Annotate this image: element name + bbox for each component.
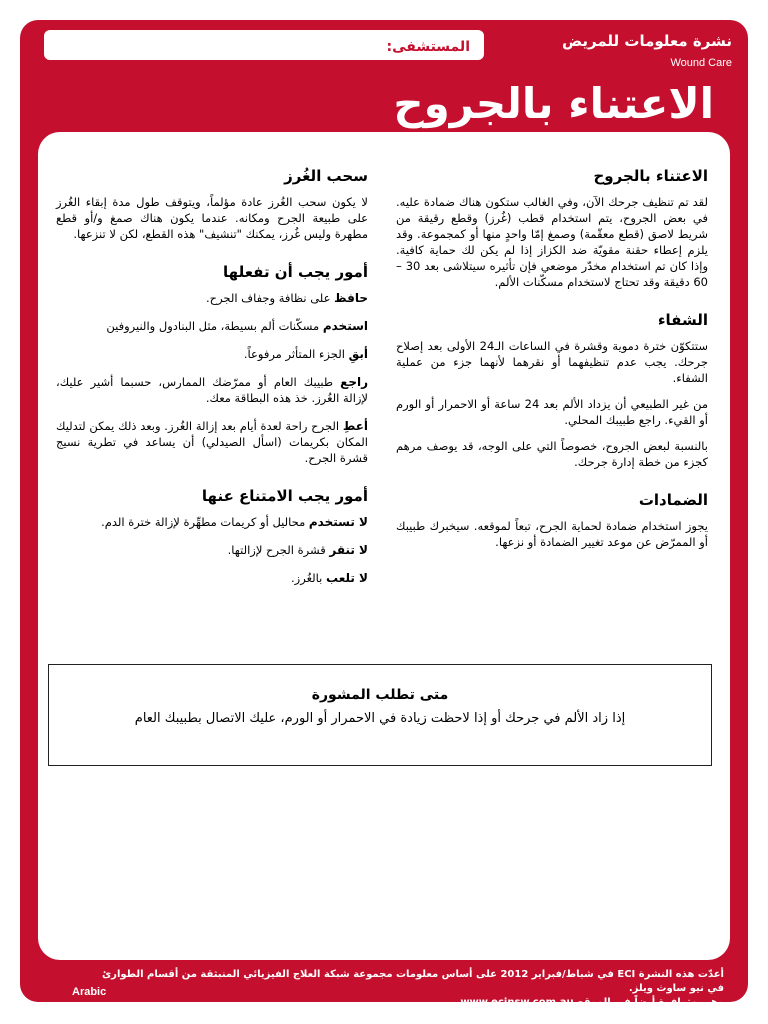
item-verb: لا تستخدم [308,515,368,529]
list-item [56,514,368,530]
dressings-section [396,492,708,550]
sutures-text: لا يكون سحب الغُرز عادة مؤلماً، ويتوقف طول مدة إبقاء الغُرز على طبيعة الجرح ومكانه. عندما يكون هناك صمغ و/أو قطع مطهرة وليس غُرز، يمكنك "تنشيف" هذه القطع، لكن لا تنزعها. [56,195,368,241]
dos-heading: أمور يجب أن تفعلها [223,263,368,281]
item-verb: راجع [340,375,369,389]
care-text: لقد تم تنظيف جرحك الآن، وفي الغالب ستكون هناك ضمادة عليه. في بعض الجروح، يتم استخدام قطب (غُرز) وقطع رقيقة من شريط لاصق (قطع معقّمة) وصمغ إمّا واحدٍ منها أو كمجموعة. وقد يلزم إعطاء حقنة مقويّة ضد الكزاز إذا لم يكن لك حماية كافية. وإذا كان تم استخدام مخدّر موضعي فإن تأثيره سيتلاشى بعد 30 – 60 دقيقة وقد تحتاج لاستخدام مسكّنات الألم. [396,195,708,289]
item-text: قشرة الجرح لإزالتها. [227,543,326,557]
footer-line: أعدّت هذه النشرة ECI في شباط/فبراير 2012 على أساس معلومات مجموعة شبكة العلاج الفيزيائي المنبثقة من أقسام الطوارئ في نيو ساوث ويلز. [102,969,724,994]
footer-credits [84,968,724,1010]
healing-section [396,312,708,470]
list-item [56,542,368,558]
language-label: Arabic [72,986,107,998]
healing-paragraph: بالنسبة لبعض الجروح، خصوصاً التي على الوجه، قد يوصف مرهم كجزء من خطة إدارة جرحك. [396,439,708,469]
care-section [396,168,708,290]
item-verb: استخدم [322,319,368,333]
footer-line [84,996,724,1010]
dos-section [56,264,368,466]
advice-box [48,664,712,766]
item-verb: لا تلعب [326,571,368,585]
list-item [56,346,368,362]
item-verb: أعطِ [342,419,369,433]
item-text: الجزء المتأثر مرفوعاً. [243,347,345,361]
donts-section [56,488,368,586]
footer-url-link[interactable]: www.ecinsw.com.au [460,997,574,1008]
hospital-field[interactable] [44,30,484,60]
page-title: الاعتناء بالجروح [393,79,714,128]
hospital-label: المستشفى: [386,39,470,55]
item-text: محاليل أو كريمات مطهِّرة لإزالة خترة الدم. [101,515,306,529]
care-heading: الاعتناء بالجروح [593,167,708,185]
advice-text: إذا زاد الألم في جرحك أو إذا لاحظت زيادة في الاحمرار أو الورم، عليك الاتصال بطبيبك العام [134,711,626,726]
healing-paragraph: من غير الطبيعي أن يزداد الألم بعد 24 ساعة أو الاحمرار أو الورم أو القيء. راجع طبيبك المحلي. [396,397,708,427]
list-item [56,570,368,586]
dressings-text: يجوز استخدام ضمادة لحماية الجرح، تبعاً لموقعه. سيخبرك طبيبك أو الممرّض عن موعد تغيير الضمادة أو نزعها. [396,519,708,549]
item-verb: حافظ [334,291,368,305]
list-item [56,374,368,406]
leaflet-title: نشرة معلومات للمريض [561,32,732,50]
donts-heading: أمور يجب الامتناع عنها [201,487,368,505]
item-text: على نظافة وجفاف الجرح. [205,291,331,305]
sutures-heading: سحب الغُرز [284,167,368,185]
item-text: طبيبك العام أو ممرّضك الممارس، حسبما أشير عليك، لإزالة الغُرز. خذ هذه البطاقة معك. [56,375,368,405]
right-column [396,168,708,572]
item-text: مسكّنات ألم بسيطة، مثل البنادول والنيروفين [106,319,320,333]
english-subtitle: Wound Care [670,57,732,69]
footer-url-prefix: وهي متوافرة أيضاً في الموقع [577,997,724,1008]
item-text: الجرح راحة لعدة أيام بعد إزالة الغُرز. وبعد ذلك يمكن لتدليك المكان بكريمات (اسأل الصيدلي) أن يساعد في تطرية نسيج قشرة الجرح. [56,419,368,465]
sutures-section [56,168,368,242]
healing-paragraph: ستتكوّن خترة دموية وقشرة في الساعات الـ24 الأولى بعد إصلاح جرحك. يجب عدم تنظيفهما أو نقرهما لأنهما جزء من عملية الشفاء. [396,339,708,385]
advice-heading: متى تطلب المشورة [311,687,449,703]
healing-heading: الشفاء [657,311,708,329]
dressings-heading: الضمادات [638,491,708,509]
list-item [56,418,368,466]
list-item [56,290,368,306]
item-verb: لا تنقر [329,543,368,557]
item-text: بالغُرز. [291,571,323,585]
left-column [56,168,368,608]
list-item [56,318,368,334]
item-verb: أبقِ [348,347,368,361]
